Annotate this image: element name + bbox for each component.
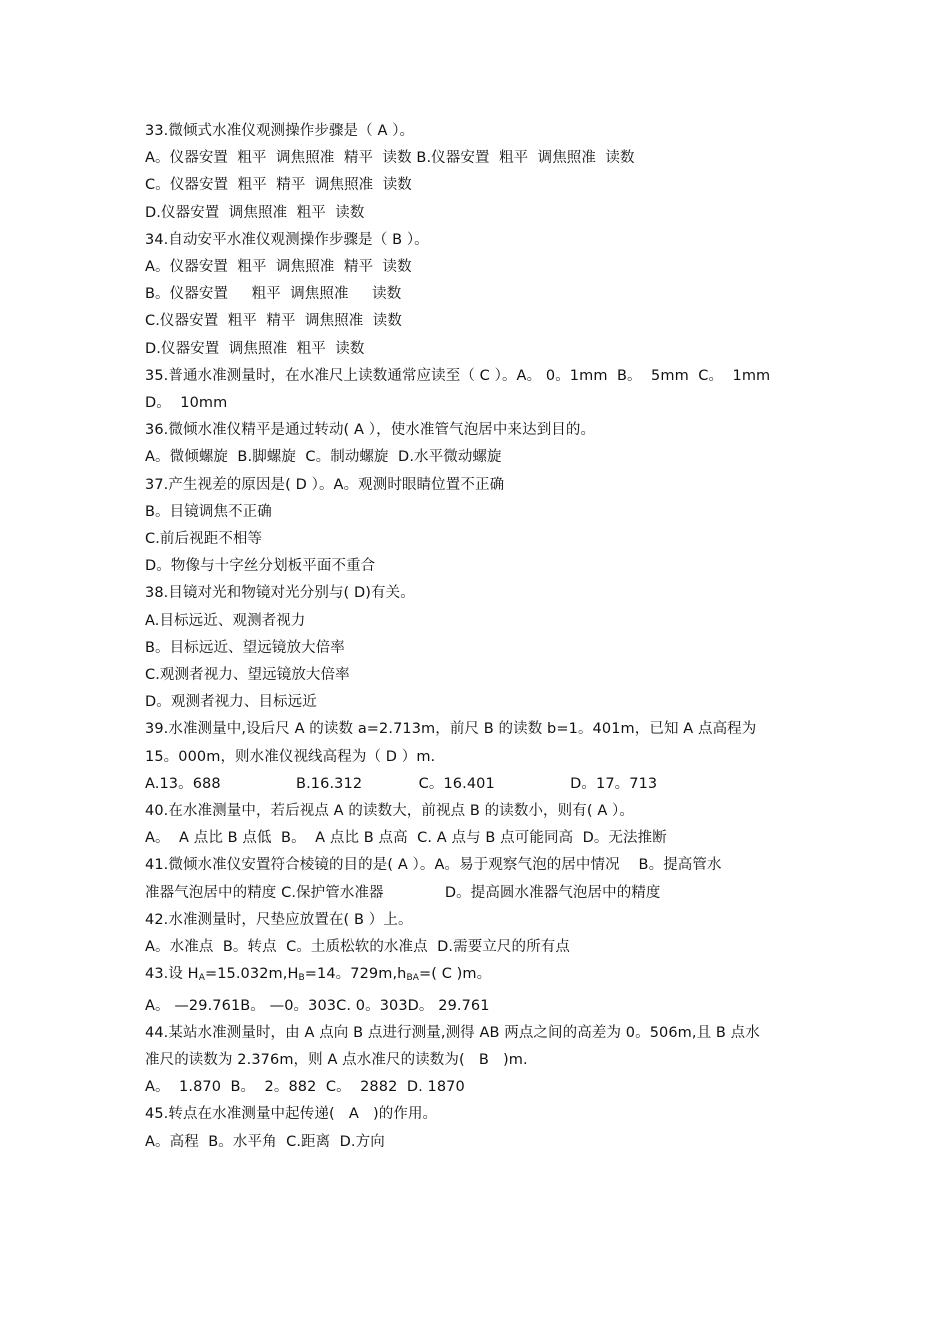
q33-options-ab: A。仪器安置 粗平 调焦照准 精平 读数 B.仪器安置 粗平 调焦照准 读数: [145, 150, 635, 167]
q43-sub-ba: BA: [406, 973, 419, 984]
q39-stem-line2: 15。000m，则水准仪视线高程为（ D ）m.: [145, 748, 436, 765]
q35-stem: 35.普通水准测量时，在水准尺上读数通常应读至（ C ）。A。 0。1mm B。 5mm C。 1mm: [145, 367, 771, 384]
q33-option-d: D.仪器安置 调焦照准 粗平 读数: [145, 204, 365, 221]
question-list: [145, 118, 815, 1156]
q43-mid1: =15.032m,H: [204, 966, 299, 983]
q44-options: A。 1.870 B。 2。882 C。 2882 D. 1870: [145, 1079, 465, 1096]
q38-option-c: C.观测者视力、望远镜放大倍率: [145, 667, 350, 684]
q37-option-b: B。目镜调焦不正确: [145, 503, 272, 520]
q45-stem: 45.转点在水准测量中起传递( A )的作用。: [145, 1106, 438, 1123]
q38-option-d: D。观测者视力、目标远近: [145, 694, 317, 711]
q43-suffix: =( C )m。: [419, 966, 492, 983]
q41-stem-line2: 准器气泡居中的精度 C.保护管水准器 D。提高圆水准器气泡居中的精度: [145, 884, 661, 901]
q43-options: A。 —29.761B。 —0。303C. 0。303D。 29.761: [145, 997, 490, 1014]
q35-option-d: D。 10mm: [145, 395, 228, 412]
q34-option-d: D.仪器安置 调焦照准 粗平 读数: [145, 340, 365, 357]
q33-stem: 33.微倾式水准仪观测操作步骤是（ A ）。: [145, 123, 415, 139]
q38-stem: 38.目镜对光和物镜对光分别与( D)有关。: [145, 585, 415, 602]
q44-stem-line1: 44.某站水准测量时，由 A 点向 B 点进行测量,测得 AB 两点之间的高差为 0。506m,且 B 点水: [145, 1024, 760, 1041]
q36-stem: 36.微倾水准仪精平是通过转动( A ），使水准管气泡居中来达到目的。: [145, 422, 596, 439]
q40-options: A。 A 点比 B 点低 B。 A 点比 B 点高 C. A 点与 B 点可能同高 D。无法推断: [145, 830, 667, 847]
q43-sub-a: A: [198, 973, 205, 984]
q37-option-c: C.前后视距不相等: [145, 531, 263, 548]
q45-options: A。高程 B。水平角 C.距离 D.方向: [145, 1133, 385, 1150]
q42-stem: 42.水准测量时，尺垫应放置在( B ）上。: [145, 911, 413, 928]
q40-stem: 40.在水准测量中，若后视点 A 的读数大，前视点 B 的读数小，则有( A ）。: [145, 803, 635, 820]
q37-option-d: D。物像与十字丝分划板平面不重合: [145, 558, 376, 575]
q39-stem-line1: 39.水准测量中,设后尺 A 的读数 a=2.713m，前尺 B 的读数 b=1。401m，已知 A 点高程为: [145, 721, 757, 738]
q42-options: A。水准点 B。转点 C。土质松软的水准点 D.需要立尺的所有点: [145, 939, 570, 956]
q37-stem: 37.产生视差的原因是( D ）。A。观测时眼睛位置不正确: [145, 476, 505, 493]
q39-options: A.13。688 B.16.312 C。16.401 D。17。713: [145, 775, 658, 792]
q34-option-b: B。仪器安置 粗平 调焦照准 读数: [145, 286, 402, 303]
q34-option-a: A。仪器安置 粗平 调焦照准 精平 读数: [145, 259, 412, 276]
q36-options: A。微倾螺旋 B.脚螺旋 C。制动螺旋 D.水平微动螺旋: [145, 449, 502, 466]
q38-option-b: B。目标远近、望远镜放大倍率: [145, 639, 345, 656]
q38-option-a: A.目标远近、观测者视力: [145, 612, 306, 629]
q44-stem-line2: 准尺的读数为 2.376m，则 A 点水准尺的读数为( B )m.: [145, 1051, 528, 1068]
q43-mid2: =14。729m,h: [304, 966, 407, 983]
q43-stem: [145, 961, 815, 992]
q34-stem: 34.自动安平水准仪观测操作步骤是（ B ）。: [145, 231, 429, 248]
q34-option-c: C.仪器安置 粗平 精平 调焦照准 读数: [145, 313, 403, 330]
q43-sub-b: B: [298, 973, 305, 984]
q41-stem-line1: 41.微倾水准仪安置符合棱镜的目的是( A ）。A。易于观察气泡的居中情况 B。提高管水: [145, 857, 722, 874]
q33-option-c: C。仪器安置 粗平 精平 调焦照准 读数: [145, 177, 412, 194]
q43-prefix: 43.设 H: [145, 966, 199, 983]
